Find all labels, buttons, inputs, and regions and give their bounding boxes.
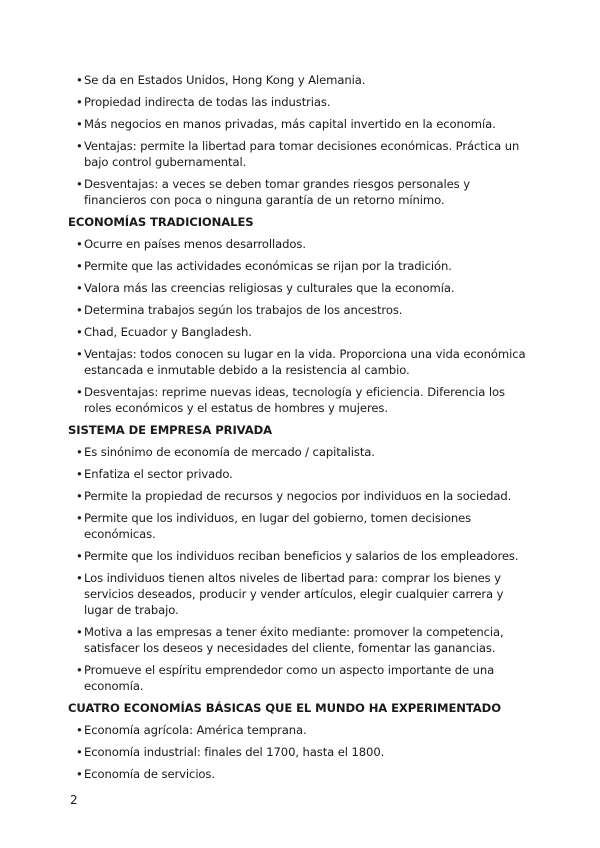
list-item	[68, 176, 528, 208]
bullet-icon: •	[76, 281, 83, 295]
list-item	[68, 258, 528, 274]
list-item-text: Enfatiza el sector privado.	[84, 467, 233, 481]
list-item	[68, 444, 528, 460]
bullet-icon: •	[76, 467, 83, 481]
list-item	[68, 324, 528, 340]
list-item	[68, 488, 528, 504]
sections-container	[68, 214, 528, 782]
bullet-icon: •	[76, 511, 83, 525]
page-number: 2	[70, 793, 78, 807]
section	[68, 700, 528, 782]
section-heading: CUATRO ECONOMÍAS BÁSICAS QUE EL MUNDO HA EXPERIMENTADO	[68, 701, 501, 715]
bullet-icon: •	[76, 745, 83, 759]
bullet-icon: •	[76, 767, 83, 781]
list-item-text: Ventajas: permite la libertad para tomar decisiones económicas. Práctica un bajo control gubernamental.	[84, 139, 520, 169]
list-item-text: Economía industrial: finales del 1700, hasta el 1800.	[84, 745, 385, 759]
list-item-text: Promueve el espíritu emprendedor como un aspecto importante de una economía.	[84, 663, 495, 693]
list-item	[68, 346, 528, 378]
bullet-icon: •	[76, 237, 83, 251]
list-item	[68, 662, 528, 694]
list-item-text: Ventajas: todos conocen su lugar en la vida. Proporciona una vida económica estancada e inmutable debido a la resistencia al cambio.	[84, 347, 526, 377]
list-item-text: Permite que las actividades económicas se rijan por la tradición.	[84, 259, 452, 273]
bullet-icon: •	[76, 347, 83, 361]
list-item-text: Es sinónimo de economía de mercado / capitalista.	[84, 445, 375, 459]
list-item-text: Desventajas: reprime nuevas ideas, tecnología y eficiencia. Diferencia los roles económicos y el estatus de hombres y mujeres.	[84, 385, 505, 415]
list-item-text: Se da en Estados Unidos, Hong Kong y Alemania.	[84, 73, 366, 87]
section-heading: SISTEMA DE EMPRESA PRIVADA	[68, 423, 273, 437]
list-item	[68, 116, 528, 132]
bullet-icon: •	[76, 571, 83, 585]
list-item-text: Economía agrícola: América temprana.	[84, 723, 307, 737]
section	[68, 214, 528, 416]
section	[68, 422, 528, 694]
list-item	[68, 384, 528, 416]
section-heading: ECONOMÍAS TRADICIONALES	[68, 215, 254, 229]
list-item	[68, 548, 528, 564]
bullet-icon: •	[76, 489, 83, 503]
list-item-text: Permite que los individuos reciban beneficios y salarios de los empleadores.	[84, 549, 519, 563]
bullet-icon: •	[76, 117, 83, 131]
list-item-text: Chad, Ecuador y Bangladesh.	[84, 325, 252, 339]
bullet-icon: •	[76, 385, 83, 399]
bullet-icon: •	[76, 177, 83, 191]
list-item-text: Valora más las creencias religiosas y culturales que la economía.	[84, 281, 455, 295]
list-item	[68, 466, 528, 482]
bullet-icon: •	[76, 73, 83, 87]
list-item	[68, 722, 528, 738]
list-item	[68, 94, 528, 110]
list-item	[68, 744, 528, 760]
bullet-icon: •	[76, 663, 83, 677]
list-item-text: Economía de servicios.	[84, 767, 215, 781]
intro-list	[68, 72, 528, 208]
list-item-text: Determina trabajos según los trabajos de los ancestros.	[84, 303, 403, 317]
list-item	[68, 302, 528, 318]
list-item-text: Permite la propiedad de recursos y negocios por individuos en la sociedad.	[84, 489, 512, 503]
list-item	[68, 510, 528, 542]
list-item-text: Permite que los individuos, en lugar del gobierno, tomen decisiones económicas.	[84, 511, 472, 541]
list-item	[68, 280, 528, 296]
list-item-text: Los individuos tienen altos niveles de libertad para: comprar los bienes y servicios deseados, producir y vender artículos, elegir cualquier carrera y lugar de trabajo.	[84, 571, 504, 617]
bullet-icon: •	[76, 549, 83, 563]
list-item-text: Propiedad indirecta de todas las industrias.	[84, 95, 331, 109]
bullet-icon: •	[76, 325, 83, 339]
list-item	[68, 72, 528, 88]
list-item	[68, 766, 528, 782]
list-item-text: Ocurre en países menos desarrollados.	[84, 237, 306, 251]
list-item	[68, 236, 528, 252]
list-item	[68, 624, 528, 656]
list-item-text: Más negocios en manos privadas, más capital invertido en la economía.	[84, 117, 496, 131]
bullet-icon: •	[76, 139, 83, 153]
bullet-icon: •	[76, 303, 83, 317]
list-item-text: Desventajas: a veces se deben tomar grandes riesgos personales y financieros con poca o ninguna garantía de un retorno mínimo.	[84, 177, 470, 207]
bullet-icon: •	[76, 445, 83, 459]
bullet-icon: •	[76, 259, 83, 273]
page-content	[68, 72, 528, 788]
list-item-text: Motiva a las empresas a tener éxito mediante: promover la competencia, satisfacer los deseos y necesidades del cliente, fomentar las ganancias.	[84, 625, 504, 655]
bullet-icon: •	[76, 625, 83, 639]
bullet-icon: •	[76, 723, 83, 737]
bullet-icon: •	[76, 95, 83, 109]
list-item	[68, 570, 528, 618]
list-item	[68, 138, 528, 170]
